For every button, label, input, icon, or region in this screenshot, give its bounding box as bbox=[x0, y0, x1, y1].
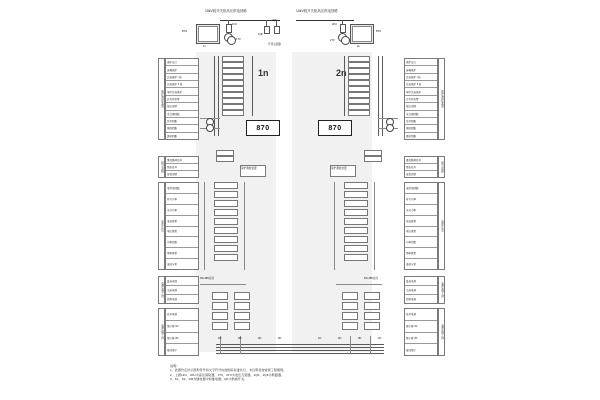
left-panel-1-row-8: 重合闸回路 bbox=[166, 111, 198, 118]
breaker-1qf-label: 1QF bbox=[258, 33, 264, 36]
left-lower-rail-a bbox=[204, 182, 205, 270]
fuse-1fu-label: 1FU bbox=[232, 23, 237, 26]
right-lower-rail-b bbox=[374, 182, 375, 270]
right-mid-device-label: 保护测控装置 bbox=[331, 167, 347, 170]
right-panel-2-row-1: 事故跳闸信号 bbox=[405, 157, 437, 164]
vt-1tv-symbol-b bbox=[227, 36, 236, 45]
bottom-bus-2 bbox=[216, 347, 384, 348]
right-panel-3-row-7: 频率测量 bbox=[405, 248, 437, 259]
column-number-2n: 2n bbox=[336, 68, 347, 78]
left-panel-1-row-11: 通讯回路 bbox=[167, 134, 178, 138]
right-panel-2-side-label: 信号回路 bbox=[438, 156, 445, 178]
left-panel-1-side-label: 保护测控装置 bbox=[158, 58, 165, 140]
left-panel-5-row-3: 端子排 2D bbox=[166, 333, 198, 345]
left-panel-3-row-3: 无功功率 bbox=[166, 205, 198, 216]
left-panel-4-row-2: 交流电源 bbox=[166, 286, 198, 295]
left-panel-5-row-2: 端子排 1D bbox=[166, 321, 198, 333]
right-panel-3-row-4: 电流测量 bbox=[405, 216, 437, 227]
right-panel-5-side-label: 电源/端子排 bbox=[438, 308, 445, 356]
terminal-id-5: 1D bbox=[318, 337, 322, 340]
left-panel-5-row-1: 信号电源 bbox=[166, 309, 198, 321]
right-panel-1-row-7: 低压闭锁 bbox=[405, 103, 437, 110]
right-column-rail-c bbox=[344, 56, 345, 116]
left-panel-1-row-6: 过负荷告警 bbox=[166, 96, 198, 103]
column-number-1n: 1n bbox=[258, 68, 269, 78]
right-panel-3-row-6: 功率因数 bbox=[405, 237, 437, 248]
right-panel-4-row-3: 控制电源 bbox=[406, 298, 417, 301]
right-panel-1-row-5: 零序过流保护 bbox=[405, 88, 437, 95]
right-terminal-ladder bbox=[342, 292, 386, 336]
left-mid-device-label: 保护测控装置 bbox=[241, 167, 257, 170]
left-panel-2-row-3: 装置闭锁 bbox=[167, 173, 178, 176]
right-panel-1-row-10: 测控回路 bbox=[405, 125, 437, 132]
right-panel-4 bbox=[404, 276, 438, 304]
open-loop-label: 开环点回路 bbox=[268, 43, 281, 46]
left-panel-2-side-label: 信号回路 bbox=[158, 156, 165, 178]
right-panel-5-row-3: 端子排 2D bbox=[405, 333, 437, 345]
note-1: 1、此图约定所示图形符号和文字符号均按国家标准执行，未注明者按常规工程惯例。 bbox=[170, 368, 287, 373]
left-panel-3-side-label: 电能计量 bbox=[158, 182, 165, 270]
left-panel-4 bbox=[165, 276, 199, 304]
bus-line-right bbox=[336, 284, 382, 285]
right-panel-1-row-4: 过流保护 II 段 bbox=[405, 81, 437, 88]
right-column-ct-2 bbox=[386, 124, 394, 132]
right-column-ladder-top bbox=[348, 56, 376, 116]
right-panel-3-row-5: 电压测量 bbox=[405, 227, 437, 238]
left-column-ct-2 bbox=[206, 124, 214, 132]
right-panel-3 bbox=[404, 182, 438, 270]
left-panel-3-row-6: 功率因数 bbox=[166, 237, 198, 248]
right-panel-3-row-8: 谐波分析 bbox=[406, 263, 417, 267]
left-panel-3 bbox=[165, 182, 199, 270]
left-panel-1 bbox=[165, 58, 199, 140]
terminal-id-3: 3D bbox=[258, 337, 262, 340]
left-panel-5 bbox=[165, 308, 199, 356]
right-panel-5-row-4: 接地端子 bbox=[406, 348, 417, 352]
right-panel-1-side-label: 保护测控装置 bbox=[438, 58, 445, 140]
right-panel-1-row-8: 重合闸回路 bbox=[405, 111, 437, 118]
left-column-rail-c bbox=[252, 56, 253, 116]
left-lower-rail-b bbox=[244, 182, 245, 270]
vt-1tv-label: 1TV bbox=[236, 38, 241, 41]
right-panel-5 bbox=[404, 308, 438, 356]
left-panel-1-row-10: 测控回路 bbox=[166, 125, 198, 132]
left-panel-2-row-2: 预告信号 bbox=[166, 164, 198, 171]
note-2: 2、上图1FU、2FU为高压保险器，1TV、2TV为电压互感器，1QF、2QF为断路器。 bbox=[170, 372, 285, 377]
vt-2tv-symbol-b bbox=[341, 36, 350, 45]
right-column-rail-b bbox=[382, 56, 383, 136]
top-device-right bbox=[350, 24, 374, 44]
right-panel-1-row-9: 信号回路 bbox=[405, 118, 437, 125]
right-panel-5-row-1: 信号电源 bbox=[405, 309, 437, 321]
terminal-id-6: 2D bbox=[338, 337, 342, 340]
left-panel-3-row-7: 频率测量 bbox=[166, 248, 198, 259]
notes-block bbox=[170, 364, 286, 382]
left-panel-3-row-1: 电度表回路 bbox=[166, 183, 198, 194]
bottom-drop-right-2 bbox=[370, 336, 371, 354]
breaker-2qf-label: 2QF bbox=[272, 19, 278, 22]
bottom-bus-1 bbox=[216, 344, 384, 345]
right-column-ladder-mid bbox=[358, 150, 388, 164]
fuse-2fu-symbol bbox=[340, 24, 346, 33]
left-panel-1-row-5: 零序过流保护 bbox=[166, 88, 198, 95]
right-panel-1-row-6: 过负荷告警 bbox=[405, 96, 437, 103]
right-panel-4-row-1: 直流电源 bbox=[405, 277, 437, 286]
notes-title: 说明： bbox=[170, 364, 180, 368]
right-column-rail-a bbox=[378, 56, 379, 136]
right-panel-2-row-2: 预告信号 bbox=[405, 164, 437, 171]
top-bus-line-right bbox=[296, 20, 354, 21]
top-label-left-hv-loop: 10kV段开关柜高压供电回路 bbox=[205, 9, 247, 13]
plate-870-right: 870 bbox=[318, 120, 352, 136]
terminal-id-8: 4D bbox=[378, 337, 382, 340]
left-panel-1-row-4: 过流保护 II 段 bbox=[166, 81, 198, 88]
left-panel-2 bbox=[165, 156, 199, 178]
left-panel-1-row-7: 低压闭锁 bbox=[166, 103, 198, 110]
left-panel-3-row-4: 电流测量 bbox=[166, 216, 198, 227]
left-panel-2-row-1: 事故跳闸信号 bbox=[166, 157, 198, 164]
left-column-rail-b bbox=[218, 56, 219, 136]
left-panel-3-row-2: 有功功率 bbox=[166, 194, 198, 205]
top-device-left-sub: 1n bbox=[203, 45, 206, 48]
left-column-ladder-top bbox=[222, 56, 250, 116]
breaker-1qf-symbol bbox=[264, 26, 270, 34]
fuse-2fu-label: 2FU bbox=[332, 23, 337, 26]
right-panel-4-row-2: 交流电源 bbox=[405, 286, 437, 295]
top-device-left-label: 870 bbox=[182, 29, 188, 33]
terminal-id-7: 3D bbox=[358, 337, 362, 340]
terminal-id-1: 1D bbox=[218, 337, 222, 340]
left-panel-4-row-3: 控制电源 bbox=[167, 298, 178, 301]
right-panel-3-row-2: 有功功率 bbox=[405, 194, 437, 205]
right-panel-1-row-2: 选掩保护 bbox=[405, 66, 437, 73]
bottom-drop-right-1 bbox=[350, 336, 351, 354]
right-panel-3-row-3: 无功功率 bbox=[405, 205, 437, 216]
top-device-left bbox=[196, 24, 220, 44]
terminal-id-4: 4D bbox=[278, 337, 282, 340]
bus-label-left: RS-485总线 bbox=[200, 277, 214, 280]
top-device-right-label: 870 bbox=[376, 29, 382, 33]
right-panel-5-row-2: 端子排 1D bbox=[405, 321, 437, 333]
left-panel-3-row-5: 电压测量 bbox=[166, 227, 198, 238]
right-panel-3-side-label: 电能计量 bbox=[438, 182, 445, 270]
bus-line-left bbox=[200, 284, 246, 285]
left-terminal-ladder bbox=[212, 292, 256, 336]
right-panel-1 bbox=[404, 58, 438, 140]
top-bus-line-left bbox=[220, 20, 280, 21]
right-lower-rail-a bbox=[334, 182, 335, 270]
top-device-right-sub: 2n bbox=[357, 45, 360, 48]
left-panel-4-row-1: 直流电源 bbox=[166, 277, 198, 286]
left-column-ladder-mid bbox=[210, 150, 240, 164]
right-panel-1-row-11: 通讯回路 bbox=[406, 134, 417, 138]
left-panel-4-side-label: 电源/端子排 bbox=[158, 276, 165, 304]
note-3: 3、K1、K2、KM为继电器中间继电器，QK为转换开关。 bbox=[170, 377, 248, 382]
left-column-rail-a bbox=[214, 56, 215, 136]
bus-label-right: RS-485总线 bbox=[364, 277, 378, 280]
left-panel-1-row-9: 信号回路 bbox=[166, 118, 198, 125]
right-panel-1-row-3: 过流保护 I 段 bbox=[405, 74, 437, 81]
plate-870-left: 870 bbox=[246, 120, 280, 136]
left-panel-5-side-label: 电源/端子排 bbox=[158, 308, 165, 356]
right-panel-2 bbox=[404, 156, 438, 178]
bottom-bus-3 bbox=[216, 350, 384, 351]
terminal-id-2: 2D bbox=[238, 337, 242, 340]
left-panel-5-row-4: 接地端子 bbox=[167, 348, 178, 352]
left-panel-1-row-1: 保护出口 bbox=[166, 59, 198, 66]
right-panel-3-row-1: 电度表回路 bbox=[405, 183, 437, 194]
left-panel-3-row-8: 谐波分析 bbox=[167, 263, 178, 267]
left-panel-1-row-2: 选掩保护 bbox=[166, 66, 198, 73]
vt-2tv-label: 2TV bbox=[330, 39, 335, 42]
left-panel-1-row-3: 过流保护 I 段 bbox=[166, 74, 198, 81]
top-label-right-hv-loop: 10kV段开关柜高压供电回路 bbox=[296, 9, 338, 13]
breaker-2qf-symbol bbox=[274, 26, 280, 34]
bottom-bus-4 bbox=[216, 353, 384, 354]
right-panel-2-row-3: 装置闭锁 bbox=[406, 173, 417, 176]
right-panel-1-row-1: 保护出口 bbox=[405, 59, 437, 66]
right-panel-4-side-label: 电源/端子排 bbox=[438, 276, 445, 304]
